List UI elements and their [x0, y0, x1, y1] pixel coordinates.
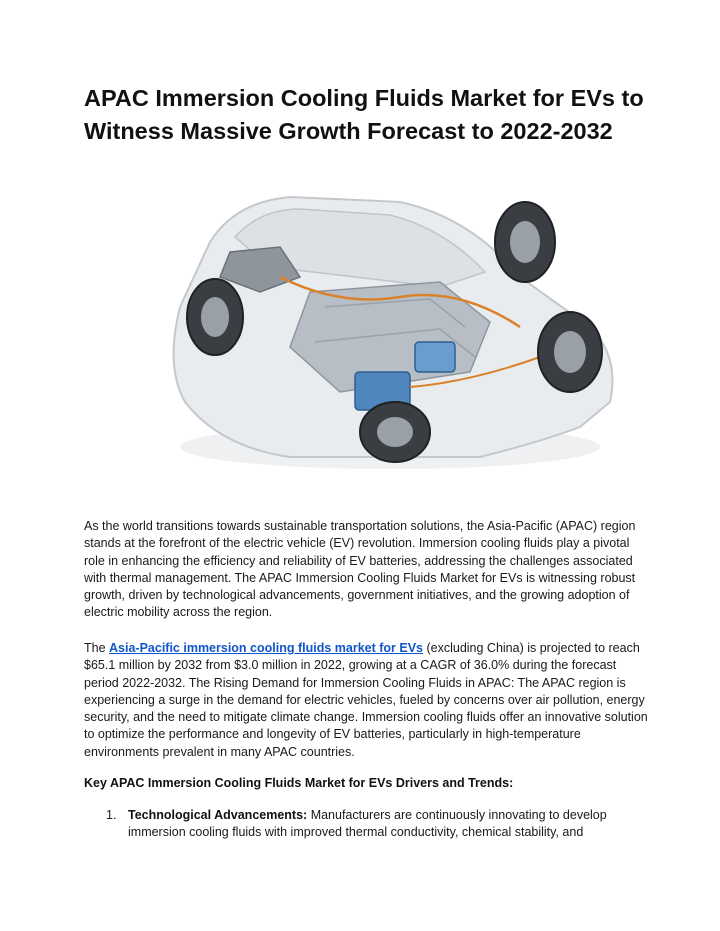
list-item-text: Manufacturers are continuously innovating to develop immersion cooling fluids with improved thermal conductivity, chemical stability, and [128, 808, 607, 840]
market-report-link[interactable]: Asia-Pacific immersion cooling fluids market for EVs [109, 641, 423, 655]
list-item-number: 1. [106, 808, 117, 822]
hero-car-illustration [140, 157, 637, 480]
list-item-content [128, 807, 648, 842]
market-paragraph [84, 640, 650, 761]
intro-paragraph: As the world transitions towards sustainable transportation solutions, the Asia-Pacific (APAC) region stands at the forefront of the electric vehicle (EV) revolution. Immersion cooling fluids play a pivotal role in enhancing the efficiency and reliability of EV batteries, addressing the challenges associated with thermal management. The APAC Immersion Cooling Fluids Market for EVs is witnessing robust growth, driven by technological advancements, government initiatives, and the growing adoption of electric mobility across the region. [84, 519, 636, 620]
market-paragraph-body: (excluding China) is projected to reach $65.1 million by 2032 from $3.0 million in 2022, growing at a CAGR of 36.0% during the forecast period 2022-2032. The Rising Demand for Immersion Cooling Fluids in APAC: The APAC region is experiencing a surge in the demand for electric vehicles, fueled by concerns over air pollution, energy security, and the need to mitigate climate change. Immersion cooling fluids offer an innovative solution to optimize the performance and longevity of EV batteries, particularly in high-temperature environments prevalent in many APAC countries. [84, 641, 648, 759]
market-paragraph-prefix: The [84, 641, 110, 655]
section-heading: Key APAC Immersion Cooling Fluids Market for EVs Drivers and Trends: [84, 776, 514, 790]
page-title: APAC Immersion Cooling Fluids Market for EVs to Witness Massive Growth Forecast to 2022-2032 [84, 85, 644, 144]
list-item-label: Technological Advancements: [128, 808, 308, 822]
